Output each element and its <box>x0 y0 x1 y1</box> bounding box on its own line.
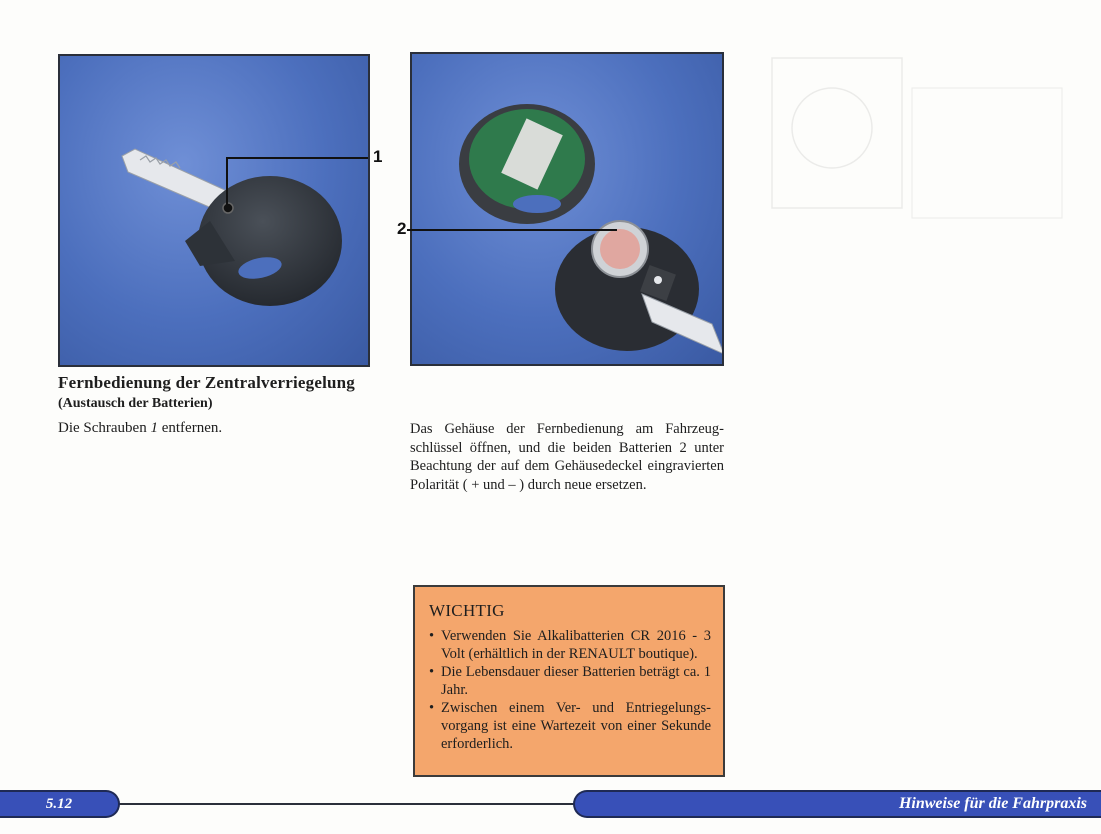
callout-number-1: 1 <box>373 147 383 166</box>
bleed-through-sketch <box>762 48 1082 278</box>
warning-item: • Die Lebensdauer dieser Batterien beträgt ca. 1 Jahr. <box>429 664 711 699</box>
callout-line-1 <box>226 157 368 159</box>
warning-box <box>413 585 725 777</box>
step-2-text: Das Gehäuse der Fernbedienung am Fahrzeug-schlüssel öffnen, und die beiden Batterien 2 unter Beachtung der auf dem Gehäusedeckel eingravierten Polarität ( + und – ) durch neue ersetzen. <box>410 421 724 493</box>
step-1-suffix: entfernen. <box>157 420 223 436</box>
key-remote-photo <box>58 54 370 367</box>
callout-line-1-vertical <box>226 157 228 209</box>
section-title-tab: Hinweise für die Fahrpraxis <box>573 790 1101 818</box>
warning-title: WICHTIG <box>429 601 505 620</box>
step-1-text <box>58 420 222 437</box>
section-heading: Fernbedienung der Zentralverriegelung <box>58 373 356 392</box>
callout-number-2: 2 <box>397 219 407 238</box>
warning-item: • Zwischen einem Ver- und Entriegelungs-vorgang ist eine Wartezeit von einer Sekunde erforderlich. <box>429 700 711 753</box>
key-remote-illustration <box>60 56 370 367</box>
opened-remote-photo <box>410 52 724 366</box>
opened-remote-illustration <box>412 54 724 366</box>
step-1-prefix: Die Schrauben <box>58 420 151 436</box>
callout-line-2 <box>407 229 617 231</box>
warning-item: • Verwenden Sie Alkalibatterien CR 2016 - 3 Volt (erhältlich in der RENAULT boutique). <box>429 628 711 663</box>
section-subheading: (Austausch der Batterien) <box>58 396 213 411</box>
step-1-reference: 1 <box>150 420 158 436</box>
page-number-tab: 5.12 <box>0 790 120 818</box>
warning-list <box>429 628 711 753</box>
